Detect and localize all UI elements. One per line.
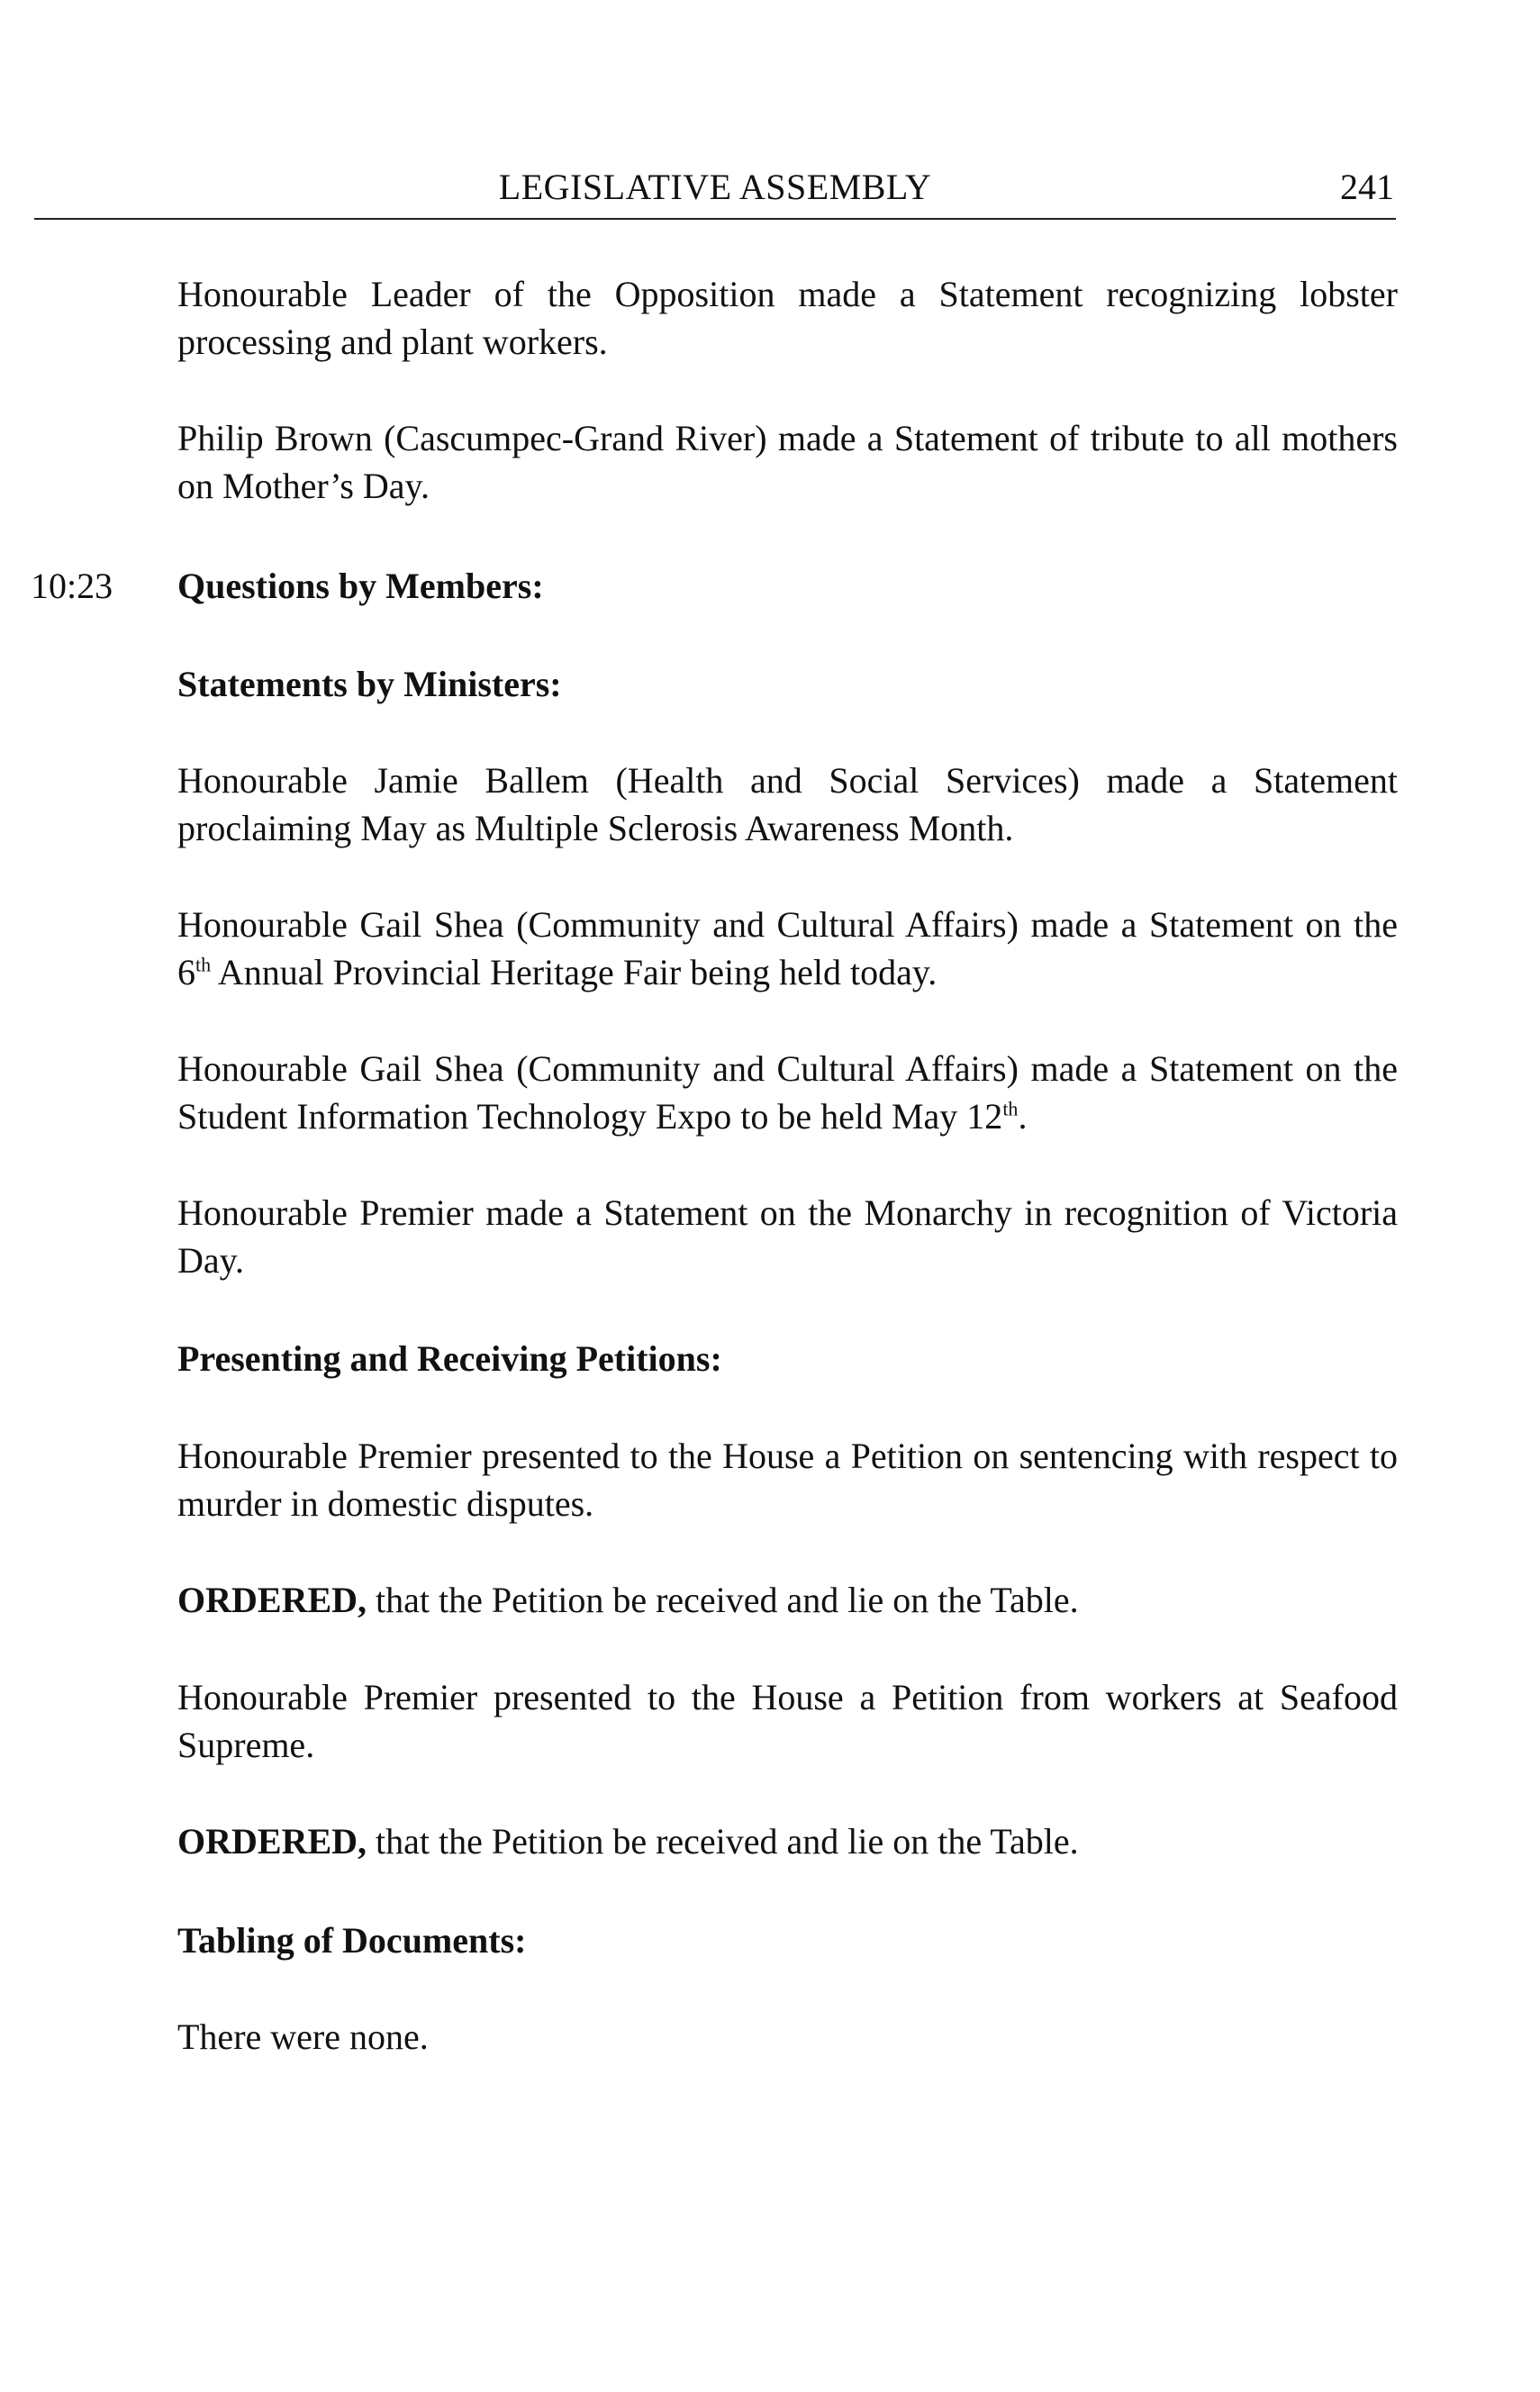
paragraph-shea-expo-text: Honourable Gail Shea (Community and Cultural Affairs) made a Statement on the Student Information Technology Expo to be held May 12: [177, 1048, 1398, 1137]
header-rule: [34, 218, 1396, 220]
heading-questions-by-members: Questions by Members:: [177, 566, 544, 606]
ordinal-suffix: th: [195, 953, 212, 976]
page-number: 241: [1340, 167, 1394, 207]
heading-statements-by-ministers: Statements by Ministers:: [177, 664, 562, 704]
heading-tabling-of-documents: Tabling of Documents:: [177, 1920, 527, 1961]
ordered-text: that the Petition be received and lie on the Table.: [367, 1580, 1079, 1620]
ordered-statement: [177, 1817, 1398, 1865]
paragraph-ballem-statement: Honourable Jamie Ballem (Health and Social Services) made a Statement proclaiming May as Multiple Sclerosis Awareness Month.: [177, 760, 1398, 848]
heading-presenting-petitions: Presenting and Receiving Petitions:: [177, 1338, 722, 1379]
paragraph-opposition-statement: Honourable Leader of the Opposition made a Statement recognizing lobster processing and plant workers.: [177, 274, 1398, 362]
paragraph-premier-monarchy-statement: Honourable Premier made a Statement on the Monarchy in recognition of Victoria Day.: [177, 1192, 1398, 1281]
paragraph-shea-heritage-text: Honourable Gail Shea (Community and Cultural Affairs) made a Statement on the 6: [177, 904, 1398, 992]
header-title: LEGISLATIVE ASSEMBLY: [498, 167, 932, 207]
ordinal-suffix: th: [1002, 1097, 1019, 1120]
time-stamp: 10:23: [31, 566, 113, 606]
paragraph-shea-expo-text-end: .: [1018, 1096, 1028, 1137]
page-header: [34, 162, 1396, 220]
ordered-label: ORDERED,: [177, 1821, 367, 1862]
paragraph-shea-heritage-statement: [177, 901, 1398, 996]
paragraph-premier-petition-seafood: Honourable Premier presented to the House a Petition from workers at Seafood Supreme.: [177, 1677, 1398, 1765]
paragraph-premier-petition-sentencing: Honourable Premier presented to the House a Petition on sentencing with respect to murder in domestic disputes.: [177, 1436, 1398, 1524]
paragraph-shea-expo-statement: [177, 1045, 1398, 1140]
ordered-label: ORDERED,: [177, 1580, 367, 1620]
paragraph-none: There were none.: [177, 2016, 429, 2057]
ordered-statement: [177, 1576, 1398, 1624]
paragraph-shea-heritage-text-end: Annual Provincial Heritage Fair being held today.: [211, 952, 938, 992]
ordered-text: that the Petition be received and lie on the Table.: [367, 1821, 1079, 1862]
paragraph-brown-statement: Philip Brown (Cascumpec-Grand River) made a Statement of tribute to all mothers on Mother’s Day.: [177, 418, 1398, 506]
